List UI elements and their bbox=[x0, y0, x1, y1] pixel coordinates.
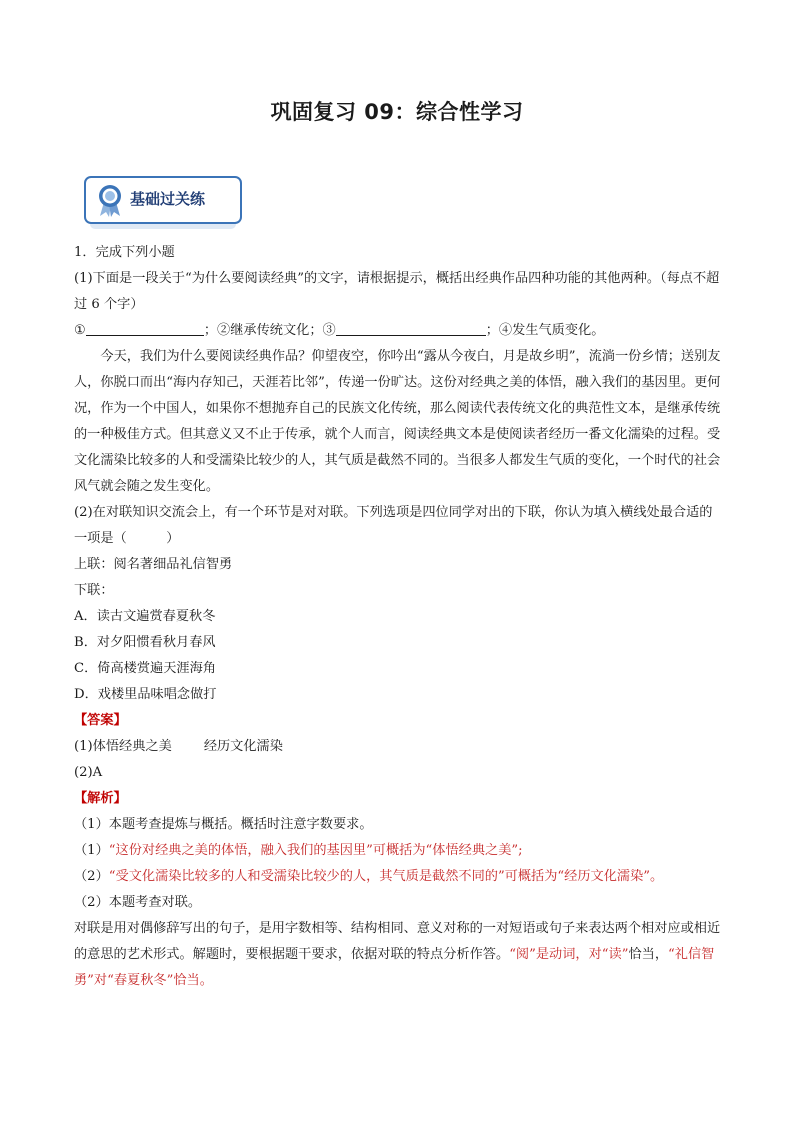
option-a: A．读古文遍赏春夏秋冬 bbox=[74, 609, 216, 624]
analysis-heading: 【解析】 bbox=[74, 791, 127, 806]
analysis-paragraph-text: 对联是用对偶修辞写出的句子，是用字数相等、结构相同、意义对称的一对短语或句子来表达两个相对应或相近的意思的艺术形式。解题时，要根据题干要求，依据对联的特点分析作答。 bbox=[74, 921, 721, 962]
answer-2: (2)A bbox=[74, 765, 103, 780]
reading-passage: 今天，我们为什么要阅读经典作品？仰望夜空，你吟出“露从今夜白，月是故乡明”，流淌一份乡情；送别友人，你脱口而出“海内存知己，天涯若比邻”，传递一份旷达。这份对经典之美的体悟，融入我们的基因里。更何况，作为一个中国人，如果你不想抛弃自己的民族文化传统，那么阅读代表传统文化的典范性文本，是继承传统的一种极佳方式。但其意义又不止于传承，就个人而言，阅读经典文本是使阅读者经历一番文化濡染的过程。受文化濡染比较多的人和受濡染比较少的人，其气质是截然不同的。当很多人都发生气质的变化，一个时代的社会风气就会随之发生变化。 bbox=[74, 349, 721, 494]
fill-text-2: ；②继承传统文化；③ bbox=[203, 323, 336, 338]
question-heading: 1．完成下列小题 bbox=[74, 245, 175, 260]
analysis-paragraph-text-2: 恰当， bbox=[628, 947, 669, 962]
badge-label: 基础过关练 bbox=[130, 190, 206, 208]
fill-text-3: ；④发生气质变化。 bbox=[485, 323, 605, 338]
analysis-line-4: （2）本题考查对联。 bbox=[74, 895, 202, 910]
analysis-line-2 bbox=[74, 838, 724, 864]
document-body bbox=[74, 240, 724, 994]
analysis-paragraph-highlight-1: “阅”是动词，对“读” bbox=[509, 947, 629, 962]
analysis-paragraph bbox=[74, 916, 724, 994]
sub-question-2-prompt: (2)在对联知识交流会上，有一个环节是对对联。下列选项是四位同学对出的下联，你认为填入横线处最合适的一项是（ ） bbox=[74, 505, 713, 546]
option-d: D．戏楼里品味唱念做打 bbox=[74, 687, 217, 702]
answer-1-part-1: (1)体悟经典之美 bbox=[74, 739, 172, 754]
option-c: C．倚高楼赏遍天涯海角 bbox=[74, 661, 216, 676]
analysis-line-1: （1）本题考查提炼与概括。概括时注意字数要求。 bbox=[74, 817, 373, 832]
analysis-line-3-prefix: （2） bbox=[74, 869, 109, 884]
page-title: 巩固复习 09：综合性学习 bbox=[270, 100, 524, 124]
fill-text-1: ① bbox=[74, 323, 86, 338]
answer-blank-2[interactable] bbox=[336, 320, 486, 336]
answer-blank-1[interactable] bbox=[86, 320, 204, 336]
award-medal-icon bbox=[96, 184, 124, 218]
analysis-line-2-prefix: （1） bbox=[74, 843, 109, 858]
answer-heading: 【答案】 bbox=[74, 713, 127, 728]
fill-in-line bbox=[74, 318, 724, 344]
analysis-line-3-highlight: “受文化濡染比较多的人和受濡染比较少的人，其气质是截然不同的”可概括为“经历文化濡染”。 bbox=[108, 869, 664, 884]
couplet-lower: 下联： bbox=[74, 583, 114, 598]
option-b: B．对夕阳惯看秋月春风 bbox=[74, 635, 216, 650]
answer-1-part-2: 经历文化濡染 bbox=[203, 739, 283, 754]
analysis-paragraph-highlight-2: “礼信智勇”对“春夏秋冬”恰当。 bbox=[74, 947, 715, 988]
couplet-upper: 上联：阅名著细品礼信智勇 bbox=[74, 557, 233, 572]
section-badge bbox=[78, 172, 246, 228]
analysis-line-3 bbox=[74, 864, 724, 890]
sub-question-1-prompt: (1)下面是一段关于“为什么要阅读经典”的文字，请根据提示，概括出经典作品四种功能的其他两种。（每点不超过 6 个字） bbox=[74, 271, 720, 312]
badge-frame bbox=[84, 176, 242, 224]
answer-1 bbox=[74, 734, 724, 760]
analysis-line-2-highlight: “这份对经典之美的体悟，融入我们的基因里”可概括为“体悟经典之美”; bbox=[108, 843, 523, 858]
